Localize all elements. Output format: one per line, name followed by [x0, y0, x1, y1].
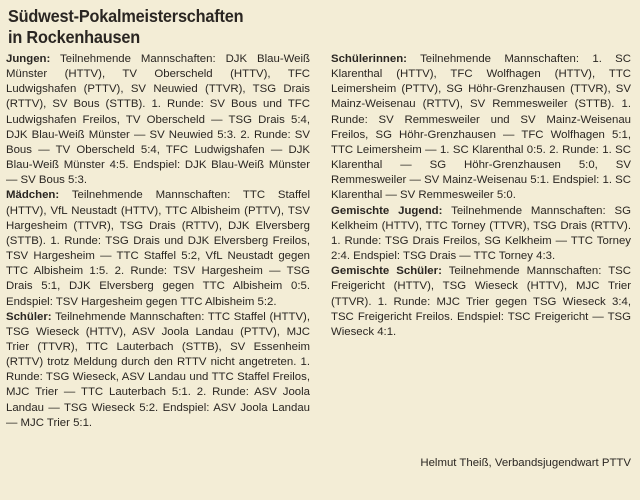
section-gemischte-jugend — [331, 204, 631, 265]
section-text: Teilnehmende Mannschaften: TTC Staffel (HTTV), VfL Neustadt (HTTV), TTC Albisheim (PTTV), TSV Hargesheim (TTVR), TSG Drais (RTTV), DJK Elversberg (STTB). 1. Runde: TSG Drais und DJK Elversberg Freilos, TSV Hargesheim — TTC Staffel 5:2, VfL Neustadt gegen TTC Albisheim 1:5. 2. Runde: TSV Hargesheim — TSG Drais 5:1, DJK Elversberg gegen TTC Albisheim 0:5. Endspiel: TSV Hargesheim gegen TTC Albisheim 5:2. — [6, 189, 310, 308]
section-heading: Jungen: — [6, 53, 51, 65]
article-title-line-2: in Rockenhausen — [8, 27, 140, 47]
section-jungen — [6, 52, 310, 188]
left-column — [6, 52, 310, 431]
section-schueler — [6, 310, 310, 431]
section-maedchen — [6, 188, 310, 309]
section-heading: Gemischte Schüler: — [331, 265, 442, 278]
article-title — [8, 6, 287, 48]
right-column — [331, 52, 631, 340]
section-schuelerinnen — [331, 52, 631, 204]
article-title-line-1: Südwest-Pokalmeisterschaften — [8, 6, 244, 26]
section-gemischte-schueler — [331, 264, 631, 340]
section-text: Teilnehmende Mannschaften: DJK Blau-Weiß Münster (HTTV), TV Oberscheld (HTTV), TFC Ludwigshafen (PTTV), SV Neuwied (TTVR), TSG Drais (RTTV), SV Bous (STTB). 1. Runde: SV Bous und TFC Ludwigshafen Freilos, TV Oberscheld — TSG Drais 5:4, DJK Blau-Weiß Münster — SV Neuwied 5:3. 2. Runde: SV Bous — TV Oberscheld 5:4, TFC Ludwigshafen — DJK Blau-Weiß Münster 4:5. Endspiel: DJK Blau-Weiß Münster — SV Bous 5:3. — [6, 53, 310, 187]
section-text: Teilnehmende Mannschaften: TTC Staffel (HTTV), TSG Wieseck (HTTV), ASV Joola Landau (PTTV), MJC Trier (TTVR), TTC Lauterbach (STTB), SV Essenheim (RTTV) trotz Meldung durch den RTTV nicht angetreten. 1. Runde: TSG Wieseck, ASV Landau und TTC Staffel Freilos, MJC Trier — TTC Lauterbach 5:1. 2. Runde: ASV Joola Landau — TSG Wieseck 5:2. Endspiel: ASV Joola Landau — MJC Trier 5:1. — [6, 310, 311, 429]
author-signature: Helmut Theiß, Verbandsjugendwart PTTV — [420, 457, 631, 469]
section-heading: Mädchen: — [6, 189, 60, 202]
section-text: Teilnehmende Mannschaften: TSC Freigericht (HTTV), TSG Wieseck (HTTV), MJC Trier (TTVR). 1. Runde: MJC Trier gegen TSG Wieseck 3:4, TSC Freigericht Freilos. Endspiel: TSC Freigericht — TSG Wieseck 4:1. — [331, 265, 631, 338]
section-text: Teilnehmende Mannschaften: 1. SC Klarenthal (HTTV), TFC Wolfhagen (HTTV), TTC Leimersheim (PTTV), SG Höhr-Grenzhausen (TTVR), SV Mainz-Weisenau (RTTV), SV Remmesweiler (STTB). 1. Runde: SV Remmesweiler und SV Mainz-Weisenau Freilos, SG Höhr-Grenzhausen — TFC Wolfhagen 5:1, TTC Leimersheim — 1. SC Klarenthal 0:5. 2. Runde: 1. SC Klarenthal — SG Höhr-Grenzhausen 5:0, SV Remmesweiler — SV Mainz-Weisenau 5:1. Endspiel: 1. SC Klarenthal — SV Remmesweiler 5:0. — [331, 53, 631, 202]
section-text: Teilnehmende Mannschaften: SG Kelkheim (HTTV), TTC Torney (TTVR), TSG Drais (RTTV). 1. Runde: TSG Drais Freilos, SG Kelkheim — TTC Torney 2:4. Endspiel: TSG Drais — TTC Torney 4:3. — [331, 204, 631, 263]
section-heading: Schülerinnen: — [331, 53, 407, 65]
section-heading: Schüler: — [6, 310, 52, 323]
section-heading: Gemischte Jugend: — [331, 204, 443, 217]
column-divider — [318, 50, 319, 490]
